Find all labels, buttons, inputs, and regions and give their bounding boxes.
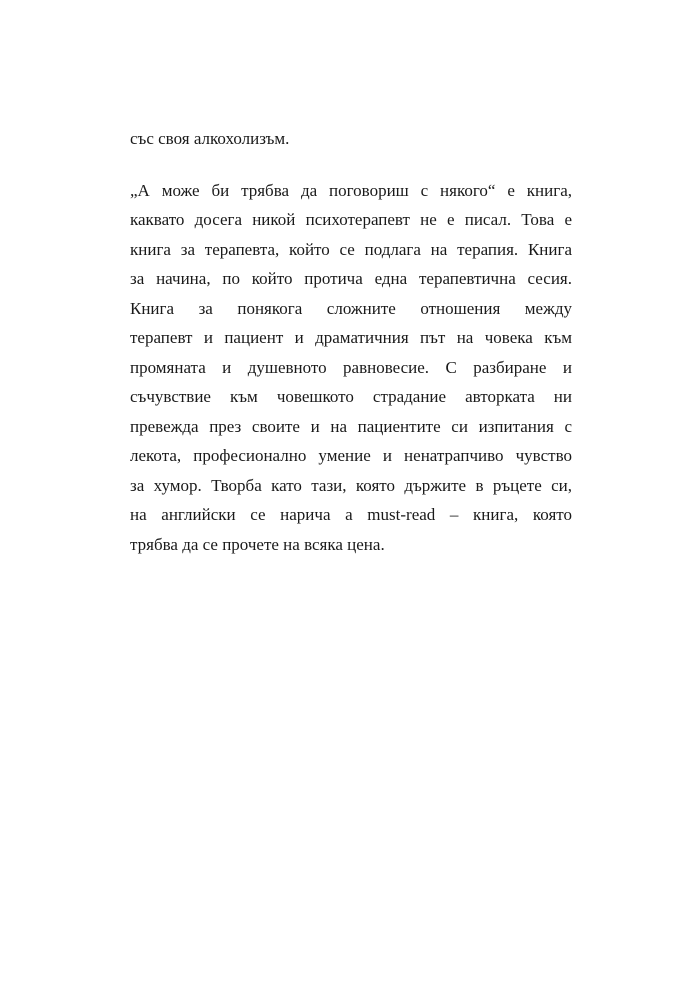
paragraph-line: Книга за понякога сложните отношения между	[130, 298, 572, 318]
paragraph-line: съчувствие към човешкото страдание авторката ни	[130, 387, 572, 406]
paragraph-line: лекота, професионално умение и ненатрапчиво чувство	[130, 446, 572, 465]
paragraph-line: трябва да се прочете на всяка цена.	[130, 534, 385, 554]
paragraph-line: терапевт и пациент и драматичния път на човека към	[130, 328, 572, 347]
paragraph-line: за начина, по който протича една терапевтична сесия.	[130, 269, 572, 288]
text-block	[130, 124, 572, 559]
paragraph-line: на английски се нарича а must-read – книга, която	[130, 505, 572, 524]
book-description-paragraph	[130, 176, 572, 560]
paragraph-line: каквато досега никой психотерапевт не е писал. Това е	[130, 210, 572, 229]
paragraph-line: за хумор. Творба като тази, която държите в ръцете си,	[130, 475, 572, 495]
paragraph-line: промяната и душевното равновесие. С разбиране и	[130, 357, 572, 377]
paragraph-line: превежда през своите и на пациентите си изпитания с	[130, 416, 572, 436]
paragraph-line: книга за терапевта, който се подлага на терапия. Книга	[130, 239, 572, 259]
continuation-line: със своя алкохолизъм.	[130, 129, 290, 148]
paragraph-line: „А може би трябва да поговориш с някого“ е книга,	[130, 180, 572, 200]
